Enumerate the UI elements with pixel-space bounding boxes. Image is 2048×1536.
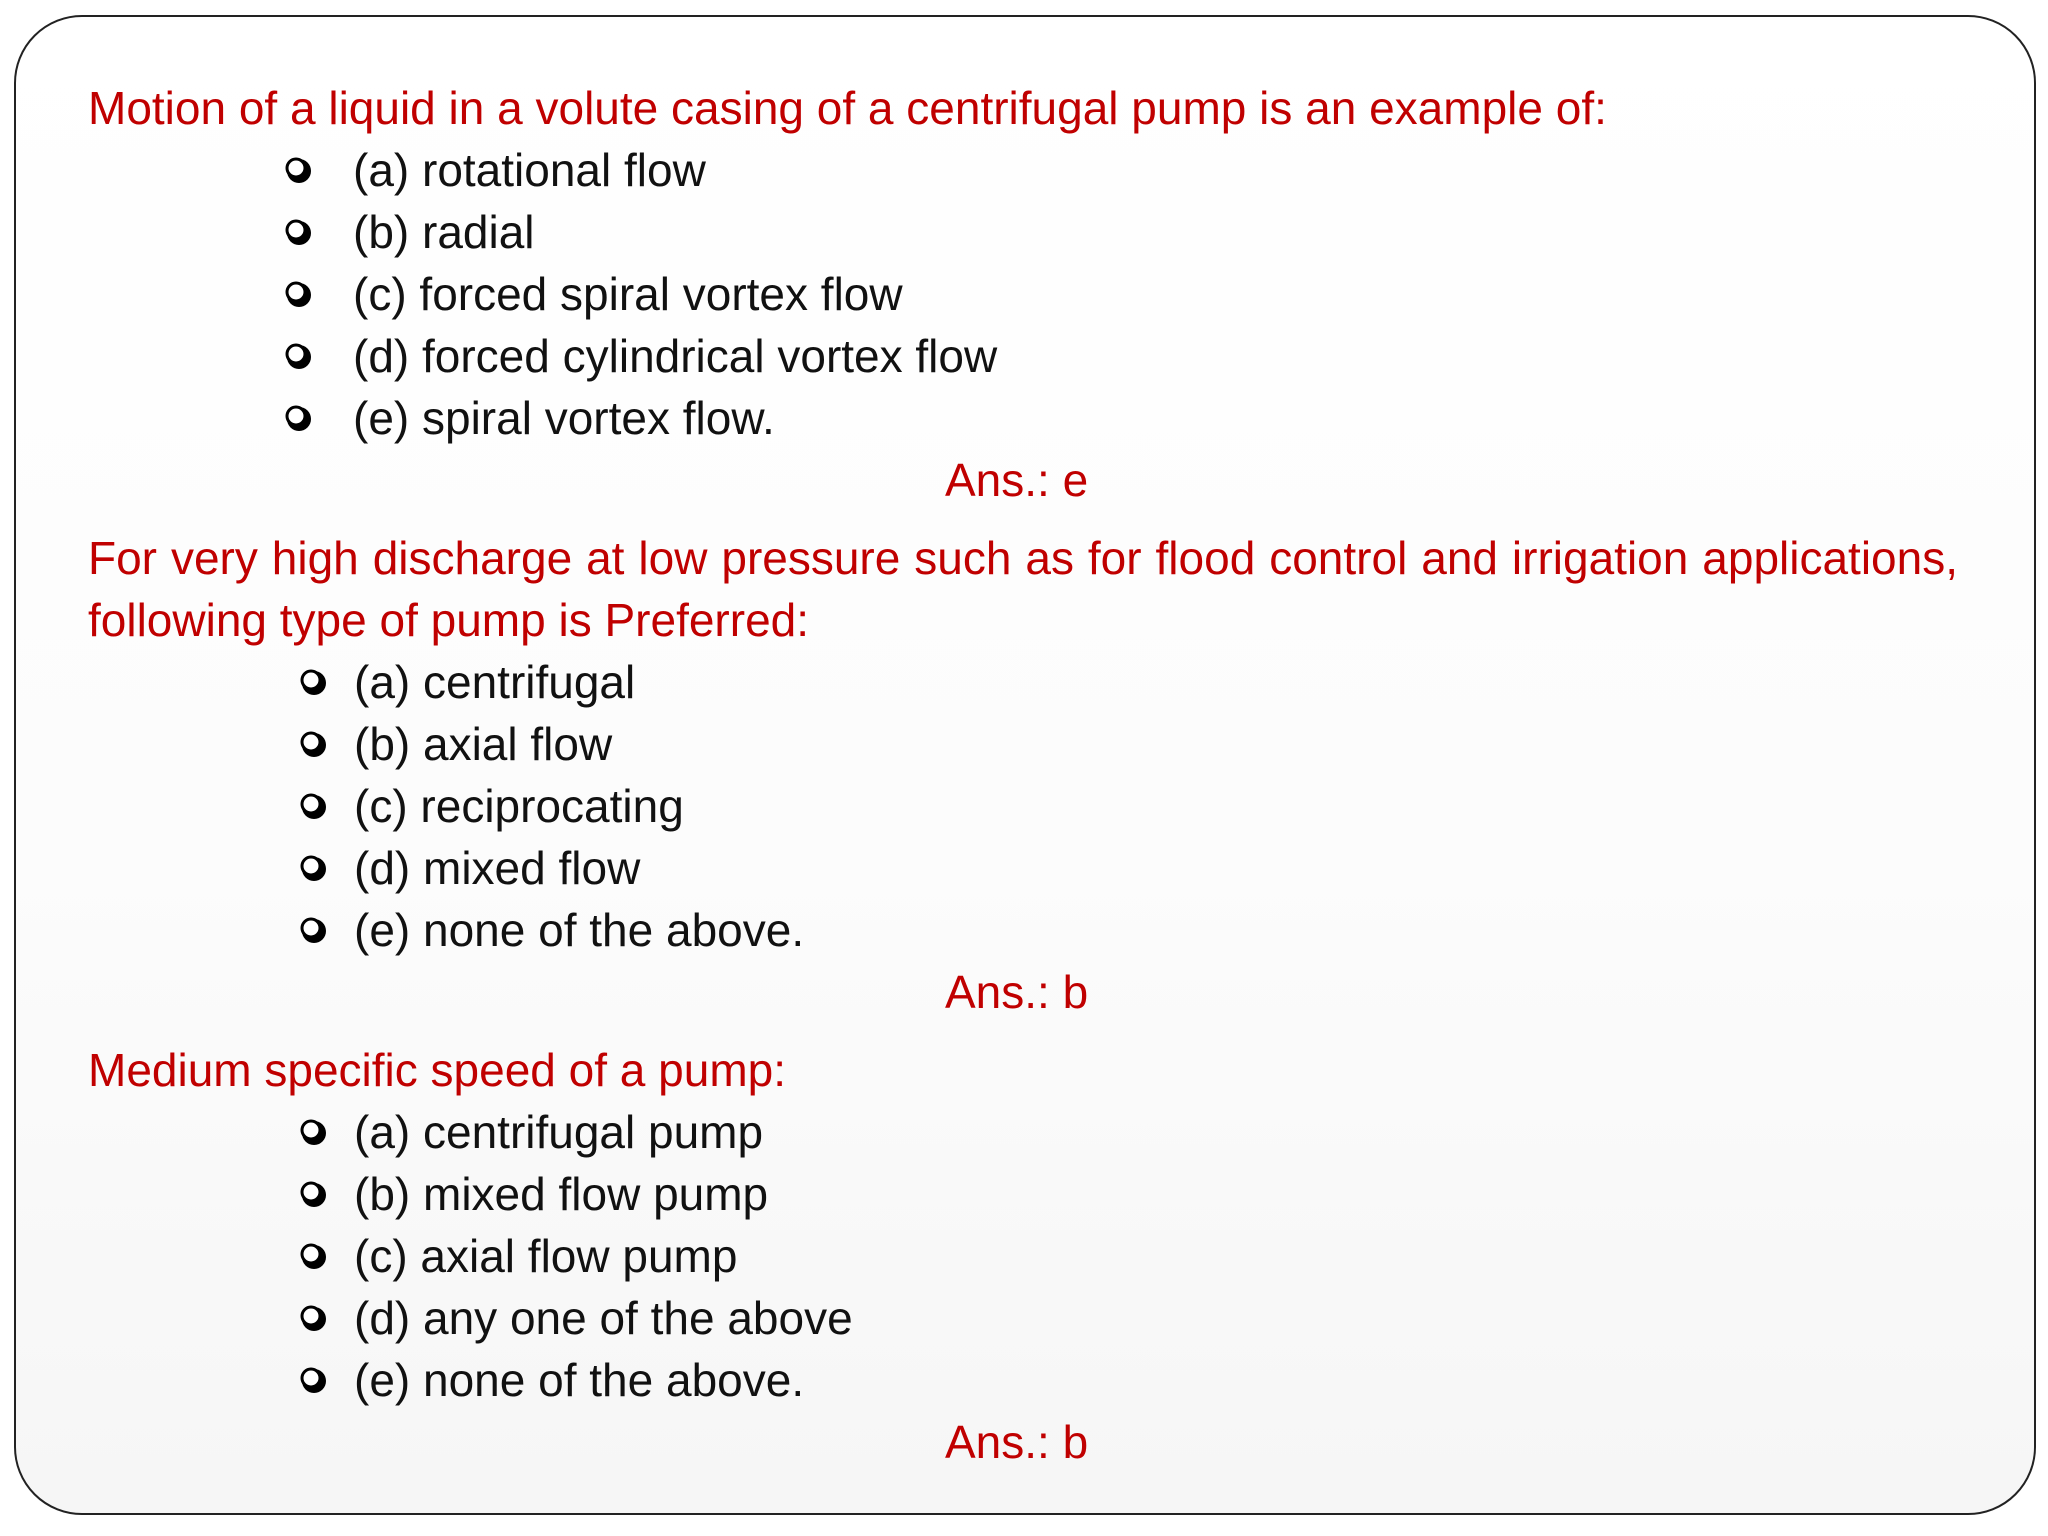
shadowed-circle-bullet-icon	[298, 1117, 328, 1147]
shadowed-circle-bullet-icon	[298, 791, 328, 821]
option-label: (a) centrifugal	[354, 656, 636, 708]
question-text: For very high discharge at low pressure such as for flood control and irrigation applications, following type of pump is Preferred:	[88, 532, 1958, 646]
option-label: (d) forced cylindrical vortex flow	[353, 330, 998, 382]
option-label: (a) centrifugal pump	[354, 1106, 764, 1158]
option-list	[283, 139, 1958, 449]
shadowed-circle-bullet-icon	[298, 853, 328, 883]
question-block-1	[88, 77, 1958, 511]
shadowed-circle-bullet-icon	[298, 1303, 328, 1333]
shadowed-circle-bullet-icon	[298, 1365, 328, 1395]
option-item	[298, 837, 1958, 899]
slide-content	[88, 77, 1958, 1473]
shadowed-circle-bullet-icon	[283, 217, 313, 247]
option-label: (c) axial flow pump	[354, 1230, 738, 1282]
option-item	[283, 325, 1958, 387]
option-item	[298, 1163, 1958, 1225]
option-label: (b) mixed flow pump	[354, 1168, 769, 1220]
shadowed-circle-bullet-icon	[298, 1241, 328, 1271]
question-block-3	[88, 1039, 1958, 1473]
option-label: (d) mixed flow	[354, 842, 641, 894]
option-label: (e) spiral vortex flow.	[353, 392, 775, 444]
shadowed-circle-bullet-icon	[283, 341, 313, 371]
option-item	[283, 139, 1958, 201]
option-label: (b) radial	[353, 206, 535, 258]
option-label: (b) axial flow	[354, 718, 613, 770]
shadowed-circle-bullet-icon	[283, 279, 313, 309]
slide-frame	[14, 15, 2036, 1515]
option-item	[283, 263, 1958, 325]
option-label: (e) none of the above.	[354, 1354, 805, 1406]
option-item	[298, 651, 1958, 713]
option-item	[298, 1101, 1958, 1163]
question-block-2	[88, 527, 1958, 1023]
option-label: (d) any one of the above	[354, 1292, 853, 1344]
question-text: Motion of a liquid in a volute casing of a centrifugal pump is an example of:	[88, 82, 1607, 134]
shadowed-circle-bullet-icon	[283, 403, 313, 433]
shadowed-circle-bullet-icon	[298, 1179, 328, 1209]
option-item	[283, 387, 1958, 449]
option-item	[298, 1287, 1958, 1349]
shadowed-circle-bullet-icon	[298, 915, 328, 945]
option-label: (c) forced spiral vortex flow	[353, 268, 903, 320]
option-item	[298, 775, 1958, 837]
shadowed-circle-bullet-icon	[298, 729, 328, 759]
shadowed-circle-bullet-icon	[283, 155, 313, 185]
option-item	[298, 899, 1958, 961]
option-item	[298, 713, 1958, 775]
option-item	[283, 201, 1958, 263]
answer-text: Ans.: b	[945, 1416, 1089, 1468]
answer-text: Ans.: e	[945, 454, 1089, 506]
option-list	[298, 651, 1958, 961]
shadowed-circle-bullet-icon	[298, 667, 328, 697]
answer-text: Ans.: b	[945, 966, 1089, 1018]
option-label: (e) none of the above.	[354, 904, 805, 956]
option-label: (c) reciprocating	[354, 780, 684, 832]
option-item	[298, 1349, 1958, 1411]
option-label: (a) rotational flow	[353, 144, 706, 196]
question-text: Medium specific speed of a pump:	[88, 1044, 787, 1096]
option-list	[298, 1101, 1958, 1411]
option-item	[298, 1225, 1958, 1287]
